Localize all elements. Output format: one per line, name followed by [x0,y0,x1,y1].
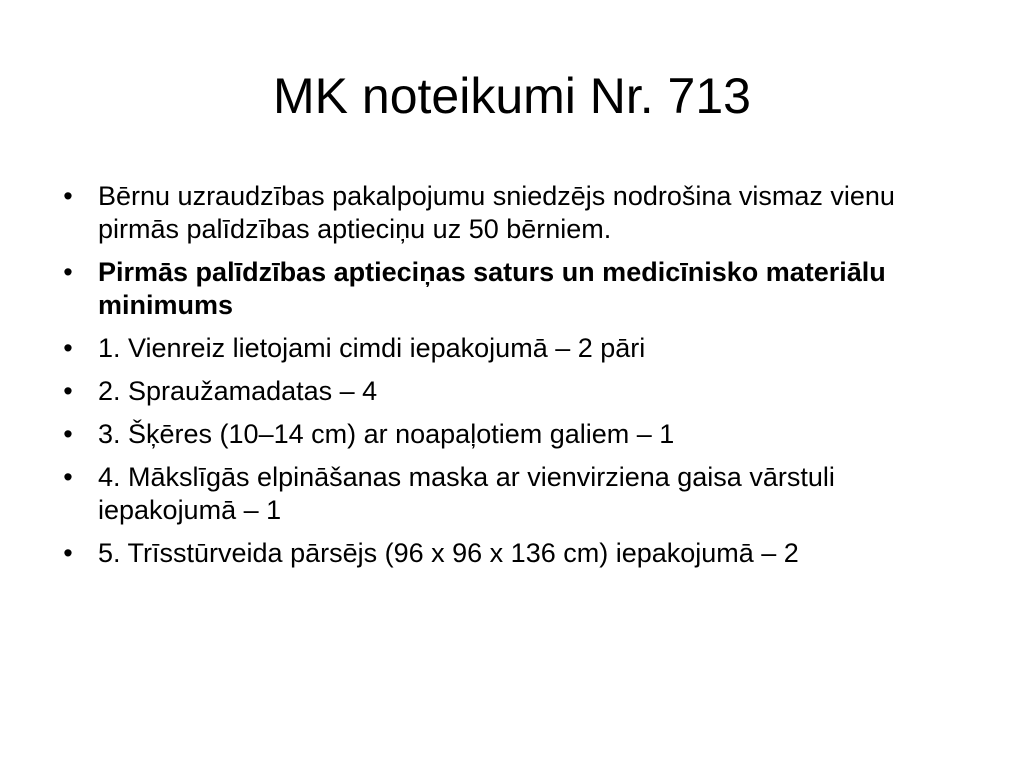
bullet-item [58,375,978,408]
bullet-item [58,332,978,365]
bullet-dot-icon: • [63,376,73,406]
bullet-text: 3. Šķēres (10–14 cm) ar noapaļotiem galiem – 1 [98,419,675,449]
bullet-dot-icon: • [63,419,73,449]
bullet-dot-icon: • [63,257,73,287]
bullet-dot-icon: • [63,538,73,568]
bullet-item [58,461,978,527]
bullet-item [58,180,978,246]
bullet-item [58,418,978,451]
bullet-dot-icon: • [63,333,73,363]
bullet-dot-icon: • [63,462,73,492]
bullet-text: Pirmās palīdzības aptieciņas saturs un medicīnisko materiālu minimums [98,257,886,320]
bullet-text: 4. Mākslīgās elpināšanas maska ar vienvirziena gaisa vārstuli iepakojumā – 1 [98,462,835,525]
bullet-dot-icon: • [63,181,73,211]
bullet-item [58,537,978,570]
bullet-text: Bērnu uzraudzības pakalpojumu sniedzējs nodrošina vismaz vienu pirmās palīdzības aptieciņu uz 50 bērniem. [98,181,895,244]
bullet-list [58,180,978,580]
bullet-text: 1. Vienreiz lietojami cimdi iepakojumā – 2 pāri [98,333,646,363]
bullet-text: 2. Spraužamadatas – 4 [98,376,378,406]
bullet-text: 5. Trīsstūrveida pārsējs (96 x 96 x 136 cm) iepakojumā – 2 [98,538,799,568]
slide-title: MK noteikumi Nr. 713 [273,68,751,124]
bullet-item [58,256,978,322]
